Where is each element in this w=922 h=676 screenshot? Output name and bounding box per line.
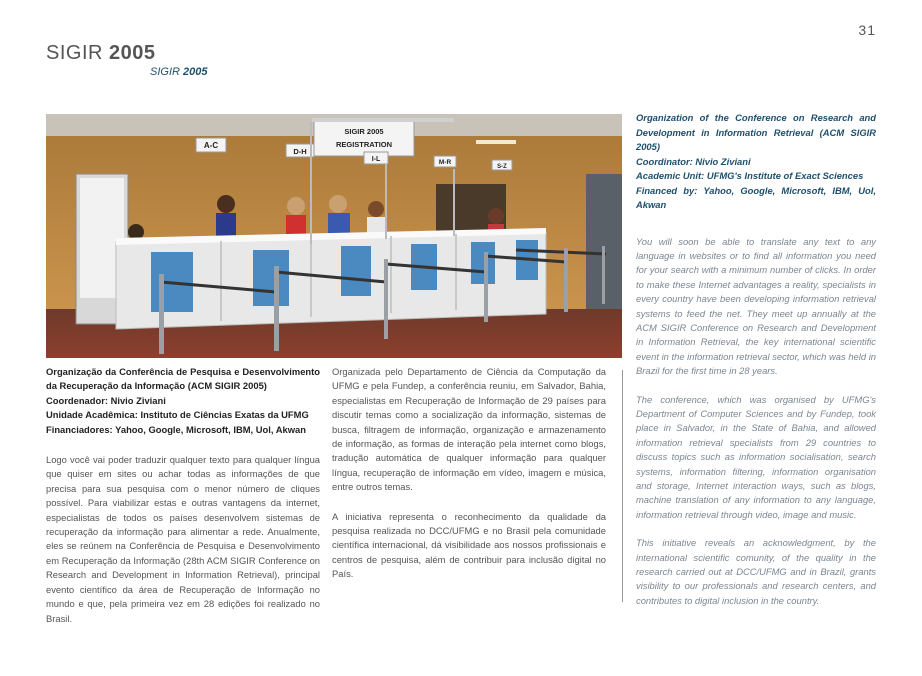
poster xyxy=(253,250,289,306)
en-heading-funders: Financed by: Yahoo, Google, Microsoft, IBM, Uol, Akwan xyxy=(636,184,876,210)
english-column xyxy=(636,111,876,622)
page-title-light: SIGIR xyxy=(46,42,103,64)
en-heading xyxy=(636,111,876,213)
page-number: 31 xyxy=(858,22,876,38)
banner-line-1: SIGIR 2005 xyxy=(344,127,384,136)
pt-heading xyxy=(46,365,320,437)
poster xyxy=(341,246,371,296)
attendant-head xyxy=(368,201,384,217)
sign-s-z-text: S-Z xyxy=(497,164,507,170)
attendant-head xyxy=(488,208,504,224)
en-heading-coordinator: Coordinator: Nivio Ziviani xyxy=(636,155,751,167)
portuguese-column-2 xyxy=(332,365,606,597)
en-paragraph-3: This initiative reveals an acknowledgment, by the international scientific comunity, of the quality in the research carried out at DCC/UFMG and in Brazil, grants visibility to our professionals and research centers, and contributes to digital inclusion in the country. xyxy=(636,537,876,606)
attendant-body xyxy=(216,213,236,239)
pt-heading-title: Organização da Conferência de Pesquisa e Desenvolvimento da Recuperação da Informação (ACM SIGIR 2005) xyxy=(46,366,320,392)
sign-a-c-text: A-C xyxy=(203,141,219,150)
pt-heading-coordinator: Coordenador: Nivio Ziviani xyxy=(46,394,166,406)
page-subtitle xyxy=(150,66,208,78)
registration-banner xyxy=(314,120,414,156)
page-subtitle-light: SIGIR xyxy=(150,66,180,78)
sign-frame xyxy=(312,118,454,122)
ceiling-light xyxy=(476,140,516,144)
registration-photo xyxy=(46,114,622,358)
pt-heading-unit: Unidade Acadêmica: Instituto de Ciências Exatas da UFMG xyxy=(46,409,309,421)
registration-photo-illustration xyxy=(46,114,622,358)
en-paragraph-1: You will soon be able to translate any text to any language in websites or to find all information you need for your search with a minimum number of clicks. In order to make these Internet advantages a reality, specialists in every country have been developing information retrieval systems to feed the net. They meet up annually at the ACM SIGIR Conference on Research and Development in Information Retrieval, the key international scientific event in the information retrieval sector, which was held in Brazil for the first time in 28 years. xyxy=(636,235,876,377)
attendant-head xyxy=(329,195,347,213)
column-divider xyxy=(622,370,623,602)
page-title xyxy=(46,42,156,65)
page-subtitle-bold: 2005 xyxy=(183,66,208,78)
sign-m-r-text: M-R xyxy=(438,159,452,166)
portuguese-column-1 xyxy=(46,365,320,624)
sign-d-h-text: D-H xyxy=(293,147,307,156)
attendant-head xyxy=(287,197,305,215)
pt-paragraph-2: Organizada pelo Departamento de Ciência da Computação da UFMG e pela Fundep, a conferência reuniu, em Salvador, Bahia, especialistas em Recuperação de Informação de 29 países para discutir temas como a socialização da informação, sistemas de busca, filtragem de informação, organização e armazenamento de informação, as formas de interação pela internet como blogs, tradução automática de qualquer informação para qualquer língua, recuperação de informação em vídeo, imagem e música, entre outros temas. xyxy=(332,366,606,493)
en-paragraph-2: The conference, which was organised by UFMG's Department of Computer Sciences and by Fundep, took place in Salvador, in the State of Bahia, and allowed information retrieval specialists from 29 countries to discuss topics such as information socialisation, search systems, information filtering, information organisation and storage, Internet interaction ways, such as blogs, machine translation of any information to any language, information retrieval through video, image and music. xyxy=(636,393,876,520)
pt-heading-funders: Financiadores: Yahoo, Google, Microsoft, IBM, Uol, Akwan xyxy=(46,423,306,435)
banner-line-2: REGISTRATION xyxy=(335,140,393,149)
en-heading-title: Organization of the Conference on Research and Development in Information Retrieval (ACM SIGIR 2005) xyxy=(636,112,876,152)
page-title-bold: 2005 xyxy=(109,42,156,64)
attendant-head xyxy=(217,195,235,213)
pt-paragraph-3: A iniciativa representa o reconhecimento da qualidade da pesquisa realizada no DCC/UFMG e no Brasil pela comunidade científica internacional, dá visibilidade aos nossos profissionais e centros de pesquisa, além de contribuir para inclusão digital no País. xyxy=(332,510,606,580)
sign-i-l-text: I-L xyxy=(371,156,381,163)
poster xyxy=(471,242,495,284)
pt-paragraph-1: Logo você vai poder traduzir qualquer texto para qualquer língua que quiser em sites ou achar todas as informações de que precisa para sua pesquisa com o menor número de cliques possível. Para viabilizar estas e outras vantagens da internet, especialistas de todos os países desenvolvem sistemas de recuperação da informação para alimentar a rede. Anualmente, eles se reúnem na Conferência de Pesquisa e Desenvolvimento em Recuperação da Informação (28th ACM SIGIR Conference on Research and Development in Information Retrieval), principal evento científico da área de Recuperação de Informação no mundo e que, pela primeira vez em 28 edições foi realizado no Brasil. xyxy=(46,454,320,624)
en-heading-unit: Academic Unit: UFMG's Institute of Exact Sciences xyxy=(636,170,864,181)
